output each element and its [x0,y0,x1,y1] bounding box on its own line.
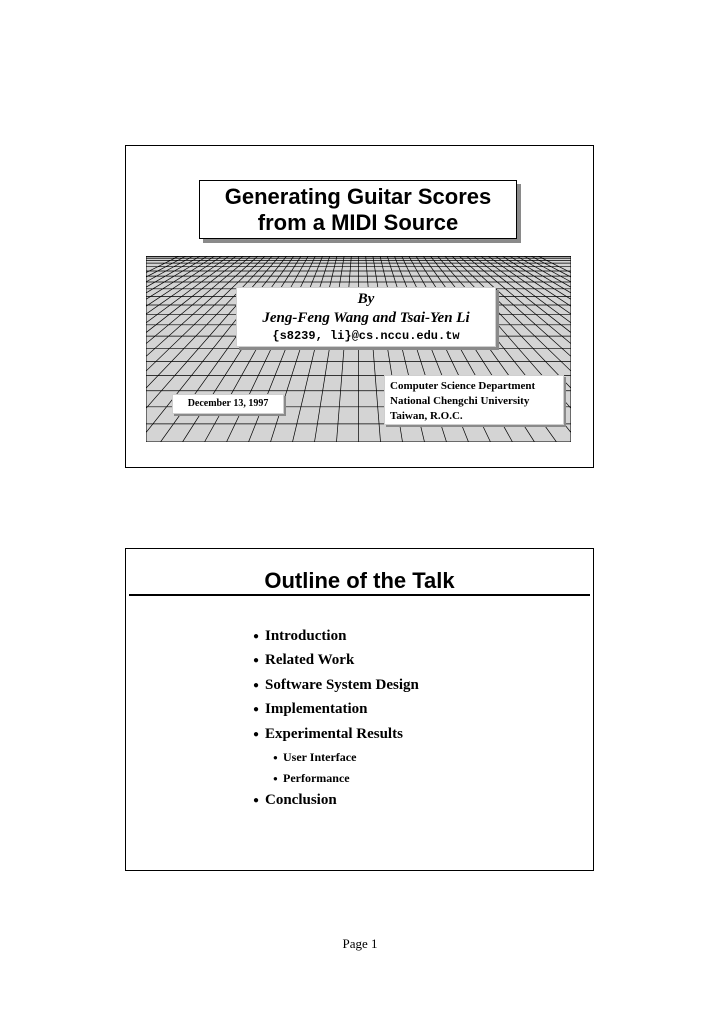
date-box: December 13, 1997 [172,394,284,414]
outline-sublist-container [253,747,419,789]
bullet-icon: ● [253,795,260,807]
title-line-1: Generating Guitar Scores [224,183,492,209]
outline-item [253,789,419,814]
outline-subitem-label: Performance [283,770,350,785]
bullet-icon: ● [273,773,278,783]
page-number: Page 1 [342,936,378,951]
outline-title: Outline of the Talk [264,568,455,593]
outline-item-label: Experimental Results [265,725,403,742]
bullet-icon: ● [273,752,278,762]
outline-list [253,624,419,813]
outline-item-label: Related Work [265,652,355,669]
affiliation-department: Computer Science Department [390,380,536,392]
outline-subitem [273,768,419,789]
bullet-icon: ● [253,655,260,667]
outline-item-label: Introduction [265,627,347,644]
outline-subitem-label: User Interface [283,749,357,764]
outline-subitem [273,747,419,768]
outline-item [253,624,419,649]
outline-item [253,722,419,747]
outline-sublist [253,747,419,789]
affiliation-country: Taiwan, R.O.C. [390,410,463,422]
bullet-icon: ● [253,728,260,740]
outline-item-label: Software System Design [265,676,419,693]
outline-item [253,673,419,698]
title-divider [129,594,590,596]
author-names: Jeng-Feng Wang and Tsai-Yen Li [262,310,470,326]
affiliation-university: National Chengchi University [390,395,530,407]
title-slide [125,145,594,468]
bullet-icon: ● [253,630,260,642]
bullet-icon: ● [253,704,260,716]
outline-item [253,649,419,674]
author-email: {s8239, li}@cs.nccu.edu.tw [272,329,460,343]
outline-item [253,698,419,723]
slide-title-box [199,180,517,239]
bullet-icon: ● [253,679,260,691]
outline-slide [125,548,594,871]
by-label: By [357,291,375,307]
title-line-2: from a MIDI Source [257,209,459,235]
outline-item-label: Conclusion [265,792,337,809]
outline-item-label: Implementation [265,701,368,718]
affiliation-box [384,375,564,425]
author-box [236,287,496,347]
